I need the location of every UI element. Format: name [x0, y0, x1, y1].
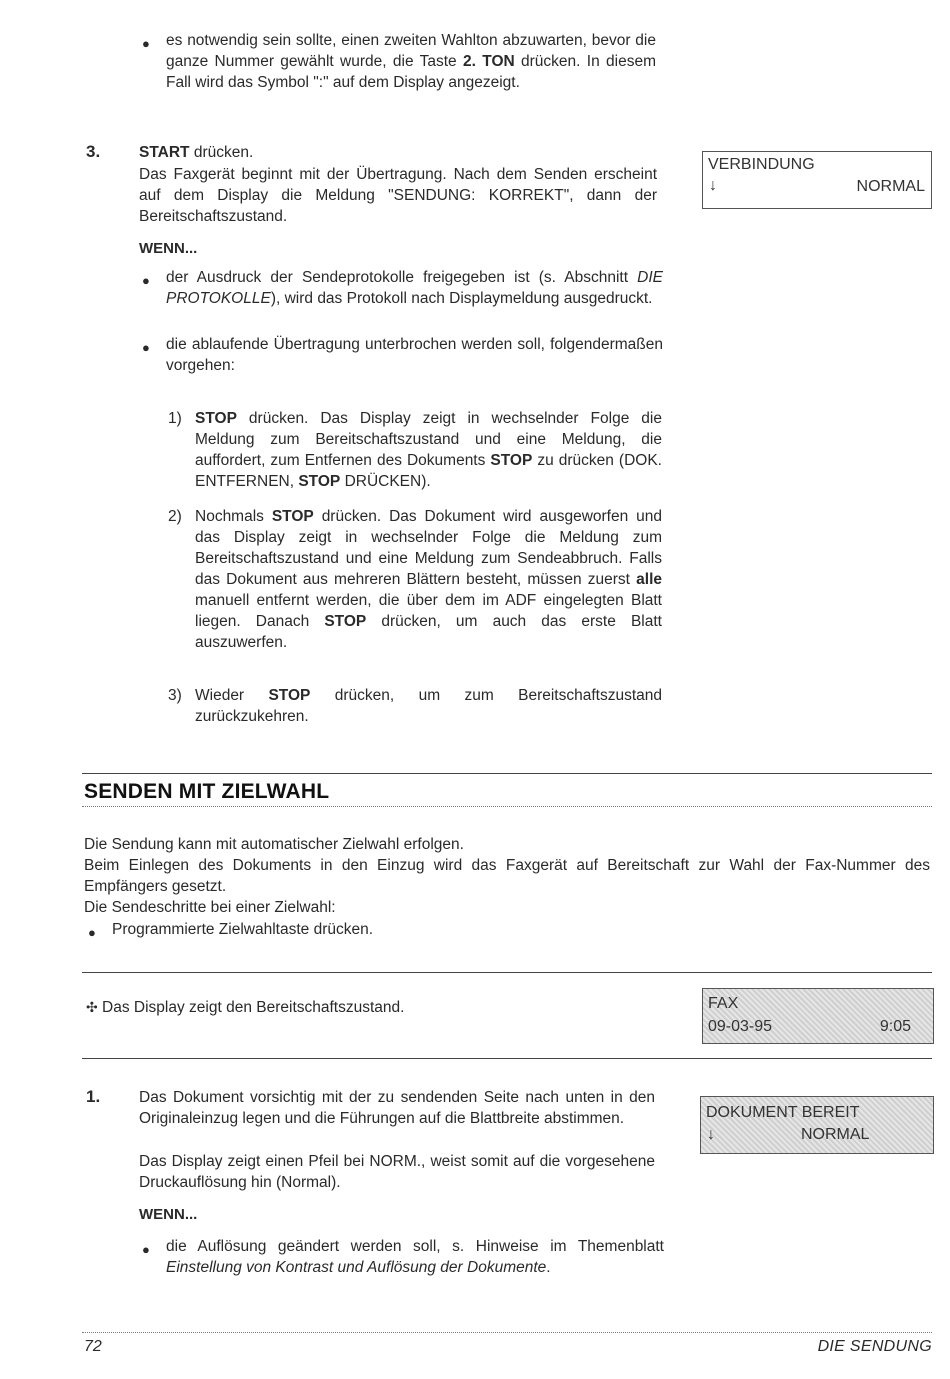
arrow-down-icon: ↓ [709, 177, 717, 194]
bullet-dot: ● [142, 340, 150, 355]
section-paragraph-3: Die Sendeschritte bei einer Zielwahl: [84, 899, 336, 916]
step-1-body-2: Das Display zeigt einen Pfeil bei NORM., weist somit auf die vorgesehene Druckauflösung hin (Normal). [139, 1153, 655, 1191]
section-heading: SENDEN MIT ZIELWAHL [84, 780, 330, 803]
substep-number: 1) [168, 410, 182, 427]
lcd-date: 09-03-95 [708, 1018, 773, 1035]
lcd-line-1: DOKUMENT BEREIT [706, 1104, 860, 1121]
step-3-title: START drücken. [139, 144, 254, 161]
substep-text: Wieder STOP drücken, um zum Bereitschaftszustand zurückzukehren. [195, 687, 662, 725]
bullet-dot: ● [142, 36, 150, 51]
substep-text: Nochmals STOP drücken. Das Dokument wird ausgeworfen und das Display zeigt in wechselnder Folge die Meldung zum Bereitschaftszustand und eine Meldung zum Sendeabbruch. Falls das Dokument aus mehreren Blättern besteht, müssen zuerst alle manuell entfernt werden, die über dem im ADF eingelegten Blatt liegen. Danach STOP drücken, um auch das erste Blatt auszuwerfen. [195, 508, 663, 651]
lcd-line-1: VERBINDUNG [708, 156, 815, 173]
step-1-bullet: die Auflösung geändert werden soll, s. Hinweise im Themenblatt Einstellung von Kontrast und Auflösung der Dokumente. [166, 1238, 664, 1276]
substep-number: 3) [168, 687, 182, 704]
standby-rule-top [82, 972, 932, 973]
sparkle-icon: ✣ [86, 999, 98, 1015]
section-bullet: Programmierte Zielwahltaste drücken. [112, 921, 374, 938]
step-1-body: Das Dokument vorsichtig mit der zu sendenden Seite nach unten in den Originaleinzug legen und die Führungen auf die Blattbreite abstimmen. [139, 1089, 655, 1127]
substep-text: STOP drücken. Das Display zeigt in wechselnder Folge die Meldung zum Bereitschaftszustand und eine Meldung, die auffordert, zum Entfernen des Dokuments STOP zu drücken (DOK. ENTFERNEN, STOP DRÜCKEN). [195, 410, 662, 490]
step-3-bullet-2: die ablaufende Übertragung unterbrochen werden soll, folgendermaßen vorgehen: [166, 336, 663, 374]
lcd-display-dokument-bereit [700, 1096, 934, 1154]
section-paragraph-2: Beim Einlegen des Dokuments in den Einzug wird das Faxgerät auf Bereitschaft zur Wahl der Fax-Nummer des Empfängers gesetzt. [84, 857, 930, 895]
lcd-display-fax [702, 988, 934, 1044]
step-3-body: Das Faxgerät beginnt mit der Übertragung. Nach dem Senden erscheint auf dem Display die Meldung "SENDUNG: KORREKT", dann der Bereitschaftszustand. [139, 166, 657, 225]
arrow-down-icon: ↓ [707, 1126, 715, 1143]
bullet-dot: ● [88, 925, 96, 940]
lcd-time: 9:05 [879, 1018, 911, 1035]
step-3-number: 3. [86, 142, 101, 161]
bullet-dot: ● [142, 273, 150, 288]
lcd-line-2: NORMAL [856, 178, 925, 195]
step-3-bullet-1: der Ausdruck der Sendeprotokolle freigegeben ist (s. Abschnitt DIE PROTOKOLLE), wird das Protokoll nach Displaymeldung ausgedruckt. [166, 269, 663, 307]
lcd-line-1: FAX [708, 995, 739, 1012]
lcd-line-2: NORMAL [801, 1126, 870, 1143]
step-3-wenn: WENN... [139, 240, 198, 257]
standby-note: ✣ Das Display zeigt den Bereitschaftszustand. [86, 999, 405, 1016]
page-number: 72 [84, 1338, 102, 1355]
chapter-title: DIE SENDUNG [817, 1338, 932, 1355]
section-rule-top [82, 773, 932, 774]
footer-rule [82, 1332, 932, 1333]
section-rule-bottom [82, 806, 932, 807]
step-1-wenn: WENN... [139, 1206, 198, 1223]
standby-rule-bottom [82, 1058, 932, 1059]
top-bullet-text: es notwendig sein sollte, einen zweiten Wahlton abzuwarten, bevor die ganze Nummer gewählt wurde, die Taste 2. TON drücken. In diesem Fall wird das Symbol ":" auf dem Display angezeigt. [166, 32, 657, 91]
section-paragraph-1: Die Sendung kann mit automatischer Zielwahl erfolgen. [84, 836, 464, 853]
bullet-dot: ● [142, 1242, 150, 1257]
lcd-display-verbindung [702, 151, 932, 209]
substep-number: 2) [168, 508, 182, 525]
step-1-number: 1. [86, 1087, 101, 1106]
